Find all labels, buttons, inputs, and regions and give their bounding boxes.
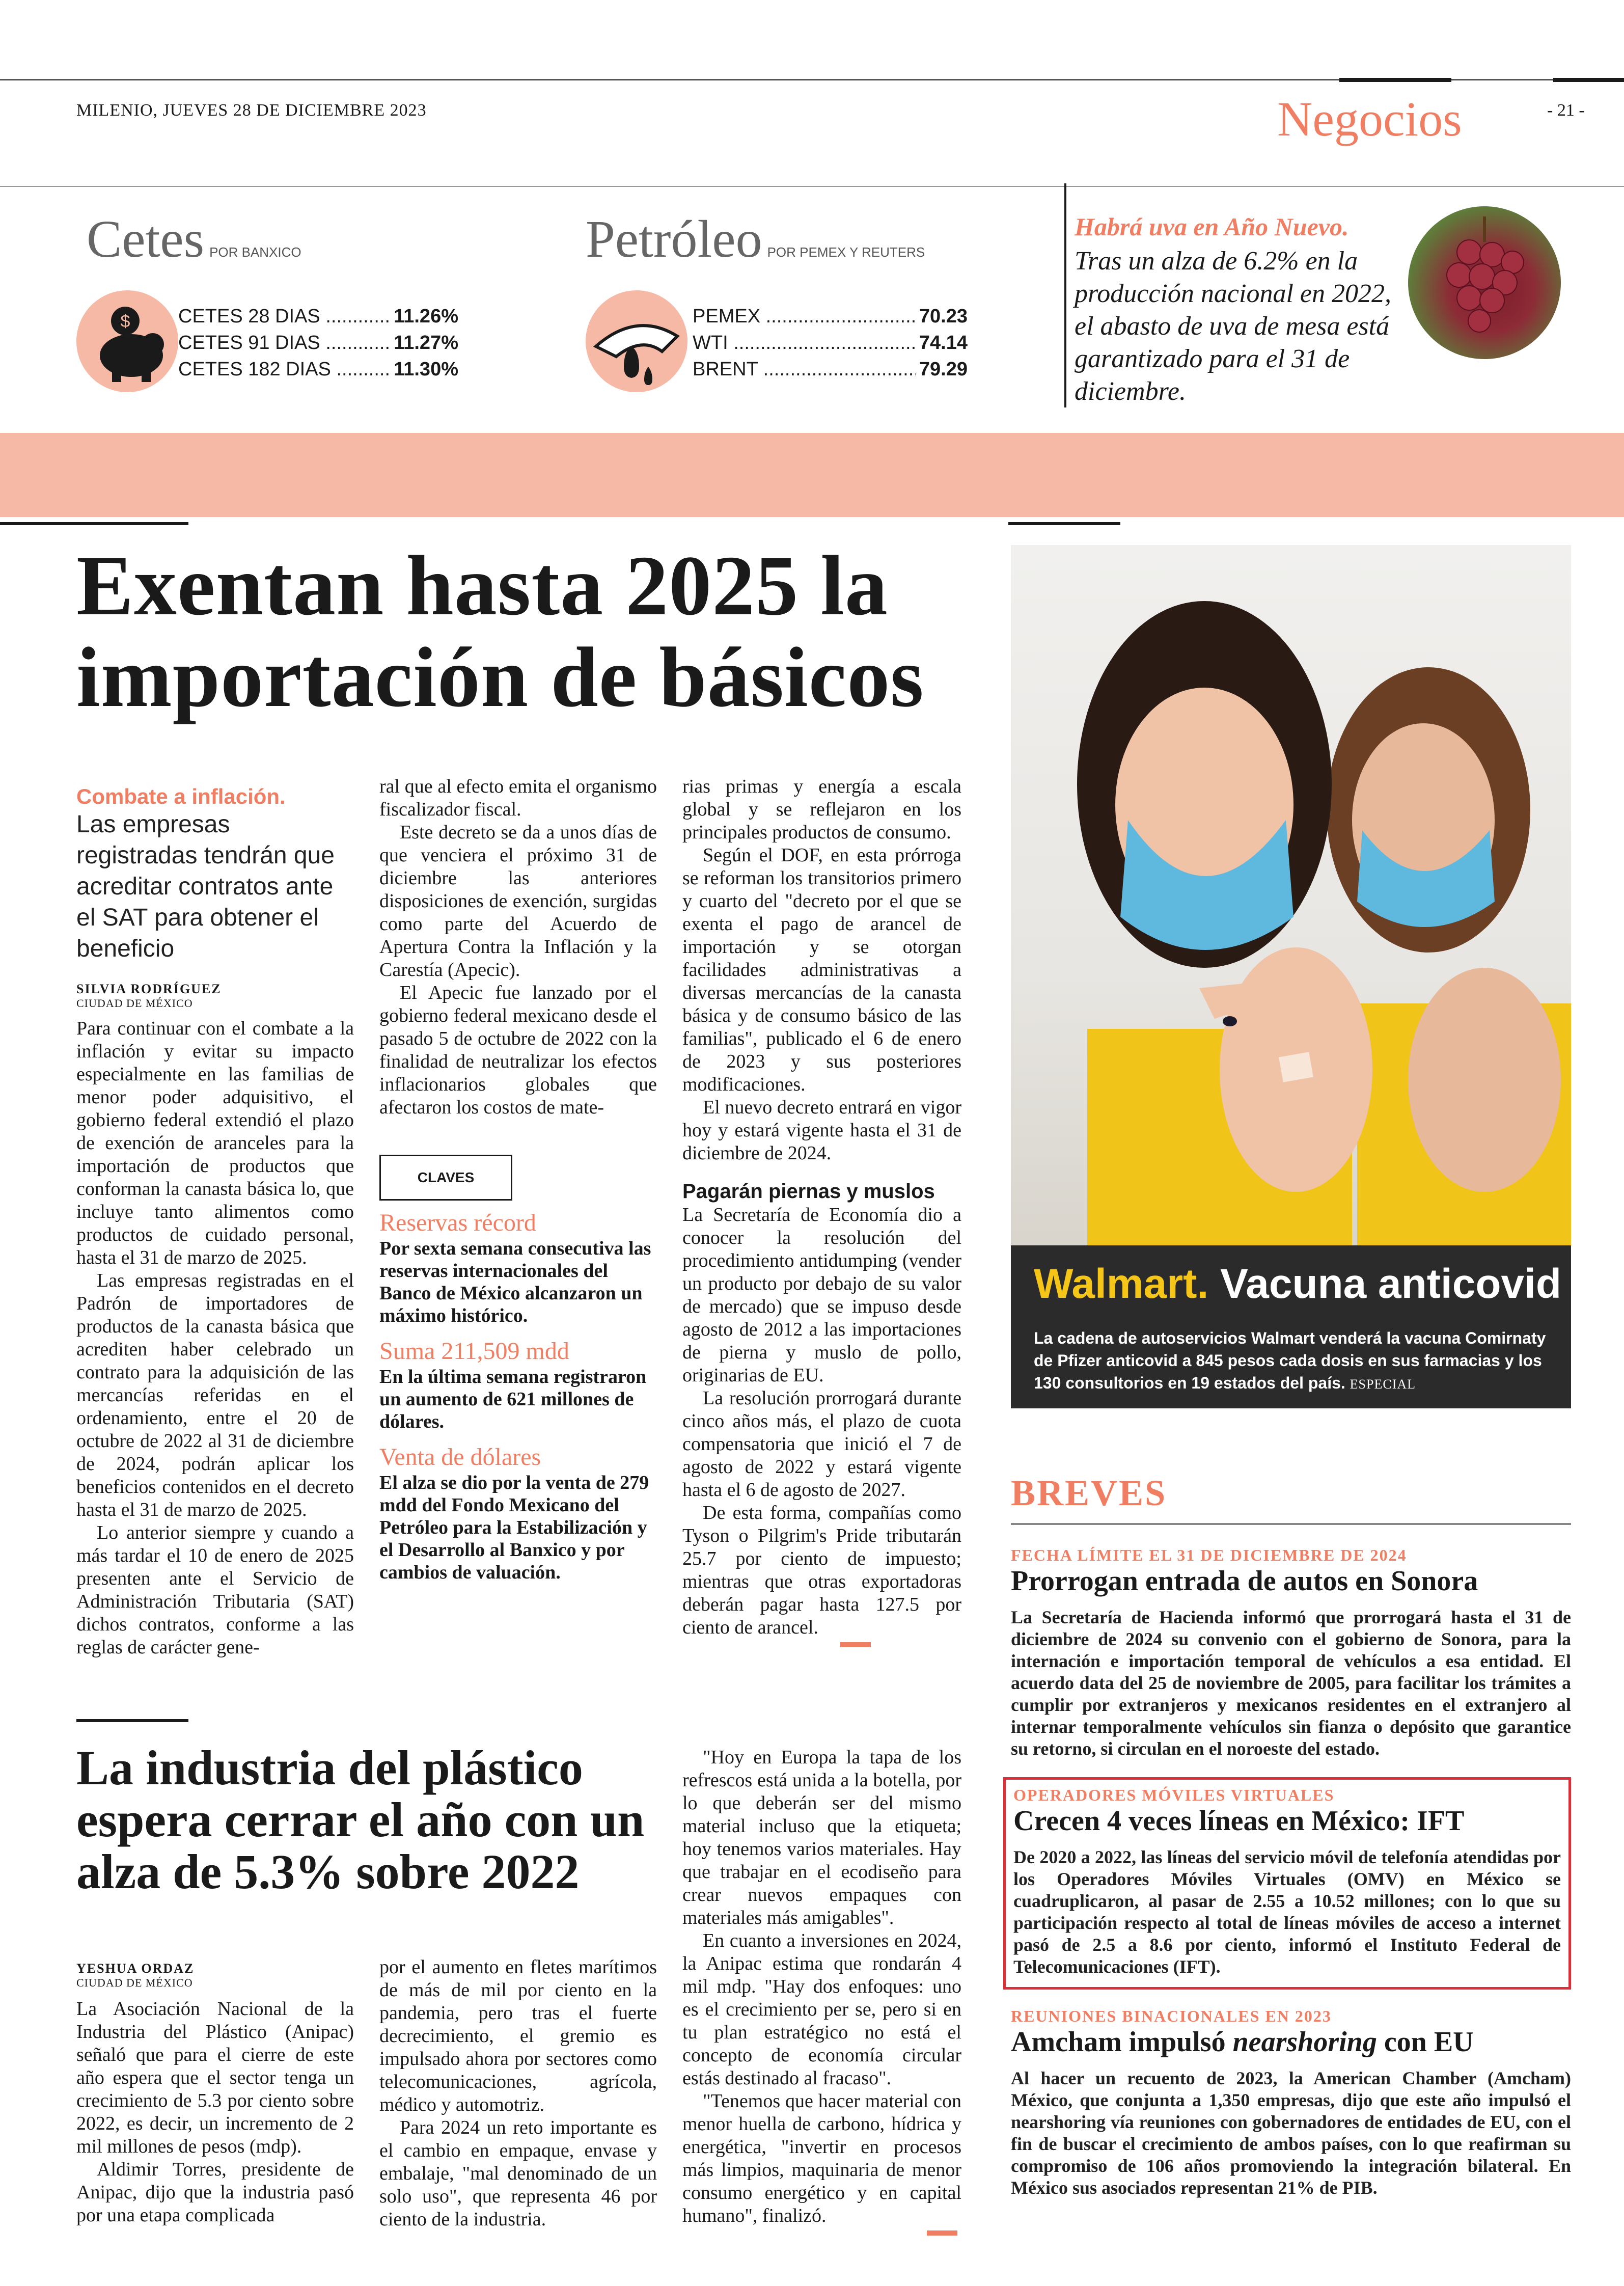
breve-item: FECHA LÍMITE EL 31 DE DICIEMBRE DE 2024 Prorrogan entrada de autos en Sonora La Secretaría de Hacienda informó que prorrogará hasta el 31 de diciembre de 2024 su convenio con el gobierno de Sonora, para la internación e importación temporal de vehículos a esa entidad. El acuerdo data del 25 de noviembre de 2005, para facilitar los trámites a cumplir por extranjeros y mexicanos residentes en el extranjero al internar temporalmente vehículos sin fianza o depósito que garantice su retorno, si circulan en el noroeste del estado.: [1011, 1546, 1571, 1759]
claves-item: Suma 211,509 mdd En la última semana registraron un aumento de 621 millones de dólares.: [379, 1338, 647, 1432]
claves-label-box: [379, 1155, 512, 1201]
photo-rule: [1008, 522, 1120, 525]
main-kicker: Combate a inflación.: [76, 784, 286, 808]
edition-date: MILENIO, JUEVES 28 DE DICIEMBRE 2023: [76, 101, 427, 120]
paragraph: El nuevo decreto entrará en vigor hoy y estará vigente hasta el 31 de diciembre de 2024.: [682, 1097, 961, 1164]
claves-label: CLAVES: [417, 1169, 475, 1185]
claves-list: [379, 1209, 657, 1584]
paragraph: Este decreto se da a unos días de que venciera el próximo 31 de diciembre las anteriores disposiciones de exención, surgidas como parte del Acuerdo de Apertura Contra la Inflación y la Carestía (Apecic).: [379, 822, 657, 981]
main-article-col3: [682, 775, 961, 1647]
claves-item: Reservas récord Por sexta semana consecutiva las reservas internacionales del Banco de México alcanzaron un máximo histórico.: [379, 1209, 651, 1326]
table-row: CETES 182 DIAS ..... 11.30%: [178, 356, 458, 383]
vaccine-photo: [1011, 545, 1571, 1253]
subhead: Pagarán piernas y muslos: [682, 1180, 935, 1203]
second-headline: La industria del plástico espera cerrar el año con un alza de 5.3% sobre 2022: [76, 1740, 645, 1899]
caption-title: Vacuna anticovid: [1220, 1261, 1561, 1307]
second-article-col3: [682, 1746, 961, 2236]
main-deck: Las empresas registradas tendrán que acreditar contratos ante el SAT para obtener el beneficio: [76, 811, 335, 962]
photo-caption: [1011, 1245, 1571, 1408]
oil-drop-icon: [586, 290, 687, 392]
second-article-col2: [379, 1956, 657, 2231]
cetes-source: POR BANXICO: [209, 244, 301, 260]
page-number: - 21 -: [1547, 101, 1585, 120]
main-body-col1: [76, 1017, 354, 1659]
paragraph: La Secretaría de Economía dio a conocer la resolución del procedimiento antidumping (vender un producto por debajo de su valor de mercado) que se impuso desde agosto de 2012 a las importaciones de pierna y muslo de pollo, originarias de EU.: [682, 1204, 961, 1386]
main-article-col2: [379, 775, 657, 1594]
uva-divider: [1064, 183, 1066, 407]
ad-band: [0, 433, 1624, 517]
breve-item-highlighted: OPERADORES MÓVILES VIRTUALES Crecen 4 veces líneas en México: IFT De 2020 a 2022, las líneas del servicio móvil de telefonía atendidas por los Operadores Móviles Virtuales (OMV) en México se cuadruplicaron, al pasar de 2.55 a 10.52 millones; con lo que su participación respecto al total de líneas móviles de acceso a internet pasó de 2.5 a 8.6 por ciento, informó el Instituto Federal de Telecomunicaciones (IFT).: [1003, 1777, 1571, 1990]
breves-section: [1011, 1472, 1571, 2199]
paragraph: La Asociación Nacional de la Industria del Plástico (Anipac) señaló que para el cierre de este año espera que el sector tenga un crecimiento de 5.3 por ciento sobre 2022, es decir, un incremento de 2 mil millones de pesos (mdp).: [76, 1998, 354, 2157]
uva-box: [1075, 211, 1400, 408]
byline-author: YESHUA ORDAZ: [76, 1961, 195, 1976]
table-row: WTI ..... 74.14: [693, 330, 968, 356]
petroleo-box: [586, 199, 1044, 423]
paragraph: Para 2024 un reto importante es el cambio en empaque, envase y embalaje, "mal denominado de un solo uso", que representa 46 por ciento de la industria.: [379, 2117, 657, 2230]
paragraph: ral que al efecto emita el organismo fiscalizador fiscal.: [379, 776, 657, 820]
byline-author: SILVIA RODRÍGUEZ: [76, 982, 222, 996]
petroleo-title: Petróleo: [586, 210, 762, 268]
byline-location: CIUDAD DE MÉXICO: [76, 997, 193, 1010]
caption-kicker: Walmart.: [1034, 1261, 1209, 1307]
section-name: Negocios: [1277, 92, 1462, 146]
caption-text: La cadena de autoservicios Walmart venderá la vacuna Comirnaty de Pfizer anticovid a 845 pesos cada dosis en sus farmacias y los 130 consultorios en 19 estados del país.: [1034, 1329, 1546, 1392]
grapes-photo: [1408, 206, 1561, 359]
cetes-table: [178, 303, 458, 383]
paragraph: rias primas y energía a escala global y se reflejaron en los principales productos de consumo.: [682, 776, 961, 843]
paragraph: De esta forma, compañías como Tyson o Pilgrim's Pride tributarán 25.7 por ciento de impuesto; mientras que otras exportadoras deberán pagar hasta 127.5 por ciento de arancel.: [682, 1502, 961, 1638]
table-row: PEMEX ..... 70.23: [693, 303, 968, 330]
paragraph: por el aumento en fletes marítimos de más de mil por ciento en la pandemia, pero tras el fuerte decrecimiento, el gremio es impulsado ahora por sectores como telecomunicaciones, agrícola, médico y automotriz.: [379, 1956, 657, 2115]
svg-text:$: $: [120, 312, 130, 331]
main-article-col1: [76, 784, 354, 1659]
uva-text: Tras un alza de 6.2% en la producción nacional en 2022, el abasto de uva de mesa está garantizado para el 31 de diciembre.: [1075, 247, 1391, 406]
photo-credit: ESPECIAL: [1350, 1377, 1416, 1392]
breve-item: REUNIONES BINACIONALES EN 2023 Amcham impulsó nearshoring con EU Al hacer un recuento de 2023, la American Chamber (Amcham) México, que conjunta a 1,350 empresas, dijo que este año impulsó el nearshoring vía reuniones con gobernadores de entidades de EU, con el fin de buscar el crecimiento de ambos países, con lo que reafirman su compromiso de 106 años promoviendo la integración bilateral. En México sus asociados representan 21% de PIB.: [1011, 2007, 1571, 2198]
byline-location: CIUDAD DE MÉXICO: [76, 1976, 193, 1989]
section-rule-right: [1553, 78, 1624, 82]
petroleo-source: POR PEMEX Y REUTERS: [767, 244, 925, 260]
paragraph: En cuanto a inversiones en 2024, la Anipac estima que rondarán 4 mil mdp. "Hay dos enfoques: uno es el crecimiento per se, pero si en tu plan estratégico no está el concepto de economía circular estás destinado al fracaso".: [682, 1930, 961, 2089]
paragraph: Lo anterior siempre y cuando a más tardar el 10 de enero de 2025 presenten ante el Servicio de Administración Tributaria (SAT) dichos contratos, conforme a las reglas de carácter gene-: [76, 1522, 354, 1658]
cetes-title: Cetes: [87, 210, 205, 268]
main-article-rule: [0, 522, 188, 525]
end-mark: [927, 2230, 957, 2236]
breves-label: BREVES: [1011, 1473, 1167, 1513]
section-rule-left: [1339, 78, 1451, 82]
end-mark: [840, 1642, 871, 1647]
second-article-col1: [76, 1961, 354, 2227]
claves-item: Venta de dólares El alza se dio por la venta de 279 mdd del Fondo Mexicano del Petróleo para la Estabilización y el Desarrollo al Banxico y por cambios de valuación.: [379, 1444, 649, 1583]
paragraph: Las empresas registradas en el Padrón de importadores de productos de la canasta básica que acrediten haber celebrado un contrato para la adquisición de las mercancías referidas en el ordenamiento, entre el 20 de octubre de 2022 al 31 de diciembre de 2024, podrán aplicar los beneficios contenidos en el decreto hasta el 31 de marzo de 2025.: [76, 1270, 354, 1520]
table-row: CETES 28 DIAS ..... 11.26%: [178, 303, 458, 330]
cetes-box: [76, 199, 535, 423]
uva-kicker: Habrá uva en Año Nuevo.: [1075, 212, 1349, 241]
paragraph: Para continuar con el combate a la inflación y evitar su impacto especialmente en las familias de menor poder adquisitivo, el gobierno federal extendió el plazo de exención de aranceles para la importación de productos que conforman la canasta básica lo, que incluye tanto alimentos como productos de cuidado personal, hasta el 31 de marzo de 2025.: [76, 1018, 354, 1268]
table-row: BRENT ..... 79.29: [693, 356, 968, 383]
paragraph: "Hoy en Europa la tapa de los refrescos está unida a la botella, por lo que deberán ser del mismo material incluso que la etiqueta; hoy tenemos varios materiales. Hay que trabajar en el ecodiseño para crear nuevos empaques con materiales más amigables".: [682, 1747, 961, 1928]
paragraph: "Tenemos que hacer material con menor huella de carbono, hídrica y energética, "invertir en procesos más limpios, maquinaria de menor consumo energético y en capital humano", finalizó.: [682, 2090, 961, 2226]
main-headline: Exentan hasta 2025 la importación de básicos: [76, 538, 924, 725]
paragraph: El Apecic fue lanzado por el gobierno federal mexicano desde el pasado 5 de octubre de 2022 con la finalidad de neutralizar los efectos inflacionarios globales que afectaron los costos de mate-: [379, 982, 657, 1118]
paragraph: La resolución prorrogará durante cinco años más, el plazo de cuota compensatoria que inició el 7 de agosto de 2022 y estará vigente hasta el 6 de agosto de 2027.: [682, 1387, 961, 1501]
table-row: CETES 91 DIAS ..... 11.27%: [178, 330, 458, 356]
petroleo-table: [693, 303, 968, 383]
paragraph: Aldimir Torres, presidente de Anipac, dijo que la industria pasó por una etapa complicada: [76, 2159, 354, 2226]
second-article-rule: [76, 1719, 188, 1722]
paragraph: Según el DOF, en esta prórroga se reforman los transitorios primero y cuarto del "decreto por el que se exenta el pago de arancel de importación y se otorgan facilidades administrativas a diversas mercancías de la canasta básica y de consumo básico de las familias", publicado el 6 de enero de 2023 y sus posteriores modificaciones.: [682, 845, 961, 1095]
header-bottom-rule: [0, 186, 1624, 187]
piggy-bank-icon: [76, 290, 178, 392]
